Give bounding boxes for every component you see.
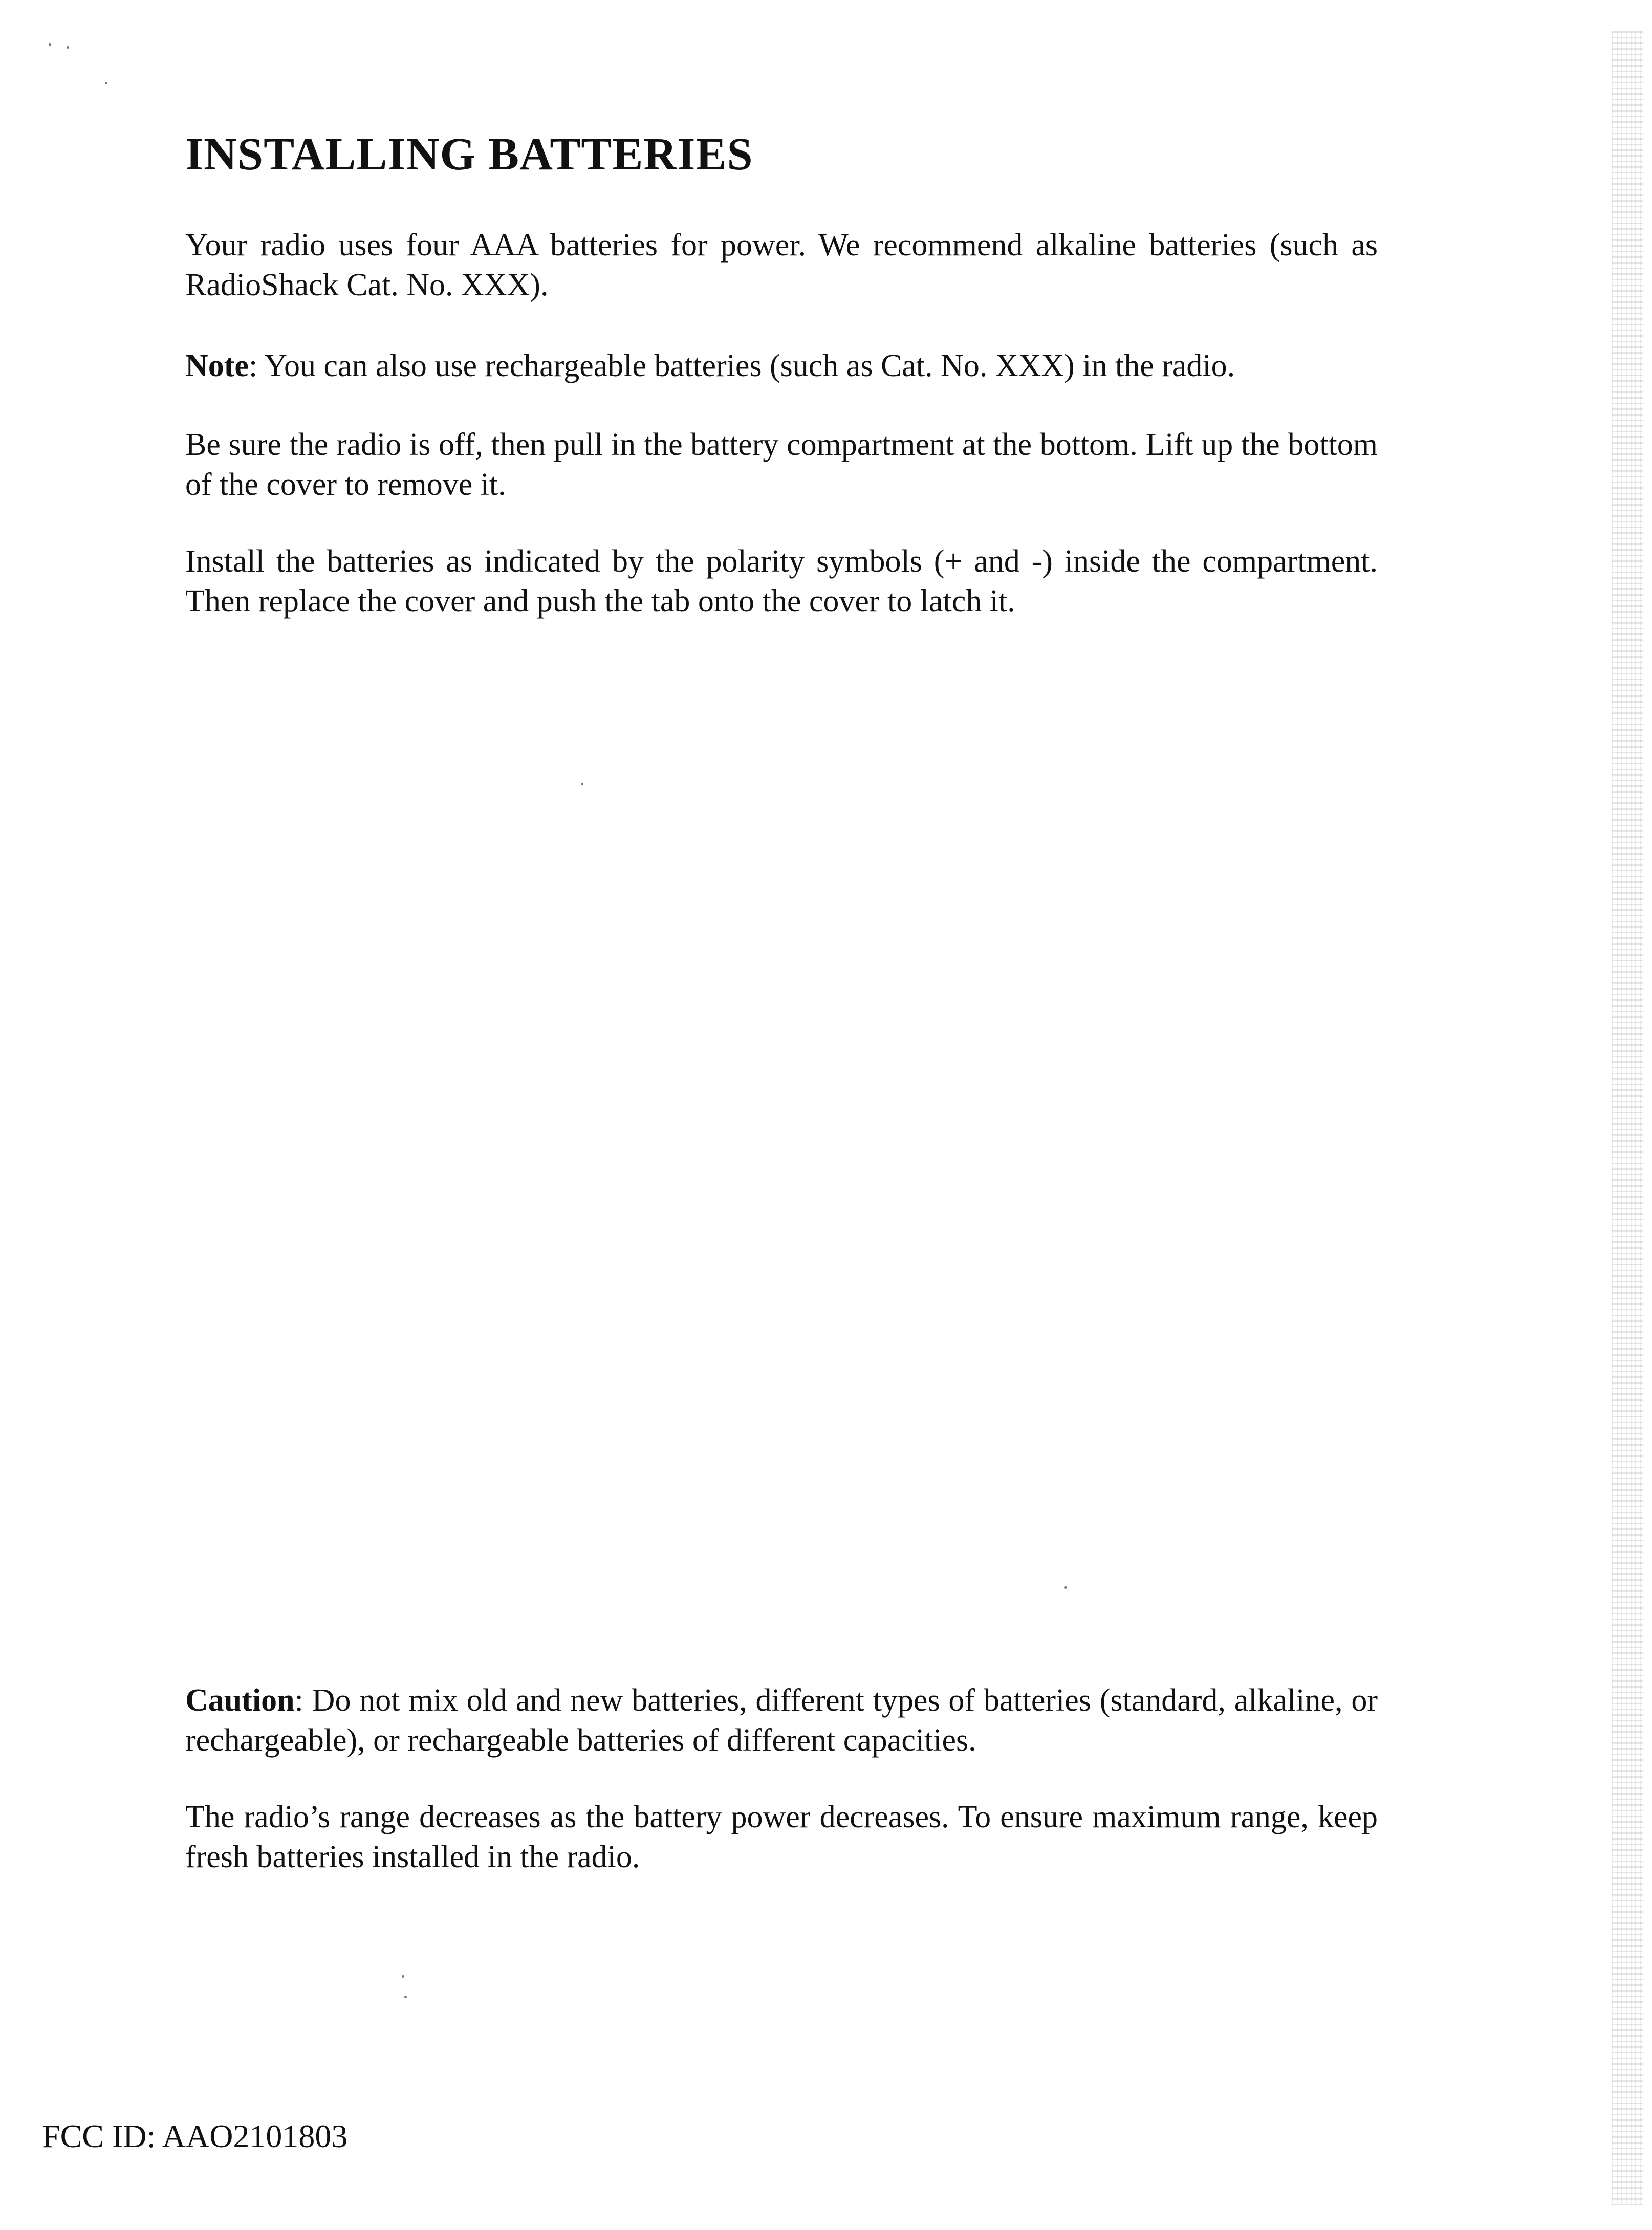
note-label: Note: [185, 348, 249, 383]
paragraph-range: [185, 1797, 1378, 1877]
paragraph-text: Install the batteries as indicated by the polarity symbols (+ and -) inside the compartment. Then replace the cover and push the tab onto the cover to latch it.: [185, 544, 1378, 619]
scan-noise-edge: [1612, 31, 1643, 2205]
paragraph-caution: [185, 1680, 1378, 1760]
caution-label: Caution: [185, 1683, 295, 1718]
page-title: INSTALLING BATTERIES: [185, 129, 753, 180]
scan-speck: [404, 1996, 407, 1998]
scan-speck: [402, 1975, 404, 1978]
paragraph-text: : Do not mix old and new batteries, different types of batteries (standard, alkaline, or rechargeable), or rechargeable batteries of different capacities.: [185, 1683, 1378, 1758]
paragraph-open-compartment: [185, 425, 1378, 505]
paragraph-text: The radio’s range decreases as the battery power decreases. To ensure maximum range, keep fresh batteries installed in the radio.: [185, 1800, 1378, 1874]
scan-speck: [105, 82, 107, 84]
paragraph-battery-type: [185, 225, 1378, 305]
scan-speck: [1064, 1586, 1067, 1589]
fcc-id-footer: FCC ID: AAO2101803: [42, 2118, 348, 2154]
scan-speck: [581, 783, 583, 785]
paragraph-text: Be sure the radio is off, then pull in the battery compartment at the bottom. Lift up the bottom of the cover to remove it.: [185, 427, 1378, 502]
scan-speck: [49, 43, 51, 46]
scan-speck: [67, 46, 69, 49]
paragraph-install-batteries: [185, 541, 1378, 621]
paragraph-text: Your radio uses four AAA batteries for power. We recommend alkaline batteries (such as RadioShack Cat. No. XXX).: [185, 228, 1378, 302]
paragraph-note: [185, 346, 1378, 386]
paragraph-text: : You can also use rechargeable batteries (such as Cat. No. XXX) in the radio.: [248, 348, 1235, 383]
